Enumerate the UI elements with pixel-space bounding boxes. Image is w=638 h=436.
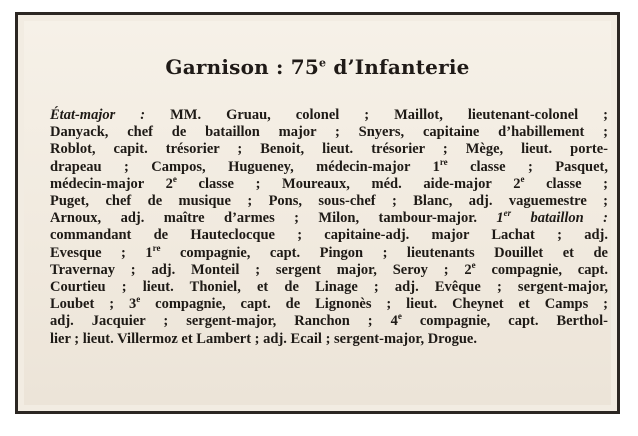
line-text: bataillon : bbox=[511, 210, 608, 227]
newspaper-clipping bbox=[24, 21, 611, 405]
line-text: Travernay ; adj. Monteil ; sergent major, Seroy ; 2 bbox=[50, 261, 472, 278]
line-text: Roblot, capit. trésorier ; Benoit, lieut. trésorier ; Mège, lieut. porte- bbox=[50, 141, 608, 158]
ordinal-sup: re bbox=[152, 242, 161, 253]
ordinal-sup: e bbox=[136, 294, 141, 305]
line-text: MM. Gruau, colonel ; Maillot, lieutenant-colonel ; bbox=[145, 107, 608, 123]
body-line-6 bbox=[50, 193, 608, 210]
body-line-9 bbox=[50, 242, 608, 262]
line-text: adj. Jacquier ; sergent-major, Ranchon ; 4 bbox=[50, 313, 398, 330]
line-text: compagnie, capt. de Lignonès ; lieut. Cheynet et Camps ; bbox=[140, 296, 608, 313]
line-text: Loubet ; 3 bbox=[50, 296, 137, 313]
line-text: Danyack, chef de bataillon major ; Snyers, capitaine d’habillement ; bbox=[50, 124, 608, 141]
body-line-12 bbox=[50, 296, 608, 313]
line-text: Puget, chef de musique ; Pons, sous-chef ; Blanc, adj. vaguemestre ; bbox=[50, 193, 608, 210]
line-text: médecin-major 2 bbox=[50, 175, 173, 192]
article-body bbox=[50, 107, 608, 348]
section-label-bataillon bbox=[496, 210, 608, 226]
body-line-7 bbox=[50, 210, 608, 227]
line-text: classe ; bbox=[524, 175, 609, 192]
article-frame bbox=[15, 12, 620, 414]
line-text: 1 bbox=[496, 210, 504, 227]
line-text: compagnie, capt. Pingon ; lieutenants Douillet et de bbox=[160, 244, 608, 261]
line-text: compagnie, capt. Berthol- bbox=[401, 313, 608, 330]
ordinal-sup: e bbox=[471, 260, 476, 270]
body-line-5 bbox=[50, 173, 609, 193]
line-text: Evesque ; 1 bbox=[50, 244, 153, 261]
body-line-13 bbox=[50, 313, 608, 330]
article-title bbox=[24, 55, 611, 79]
body-line-1 bbox=[50, 107, 608, 124]
ordinal-sup: e bbox=[172, 173, 177, 184]
line-text: drapeau ; Campos, Hugueney, médecin-major 1 bbox=[50, 158, 440, 175]
line-text: commandant de Hauteclocque ; capitaine-adj. major Lachat ; adj. bbox=[50, 227, 608, 244]
line-text: Arnoux, adj. maître d’armes ; Milon, tambour-major. bbox=[50, 210, 497, 227]
section-label-etat-major: État-major : bbox=[50, 107, 146, 123]
title-superscript: e bbox=[319, 56, 327, 70]
ordinal-sup: e bbox=[397, 311, 402, 322]
line-text: compagnie, capt. bbox=[475, 261, 608, 278]
body-line-14 bbox=[50, 331, 608, 348]
ordinal-sup: re bbox=[439, 156, 448, 167]
body-line-2 bbox=[50, 124, 608, 141]
line-text: lier ; lieut. Villermoz et Lambert ; adj. Ecail ; sergent-major, Drogue. bbox=[50, 330, 477, 347]
line-text: Courtieu ; lieut. Thoniel, et de Linage ; adj. Evêque ; sergent-major, bbox=[50, 279, 608, 296]
ordinal-sup: er bbox=[503, 208, 512, 219]
body-line-11 bbox=[50, 279, 608, 296]
line-text: classe ; Moureaux, méd. aide-major 2 bbox=[176, 175, 521, 192]
title-suffix: d’Infanterie bbox=[326, 55, 470, 79]
title-prefix: Garnison : 75 bbox=[165, 55, 320, 79]
body-line-8 bbox=[50, 227, 608, 244]
body-line-10 bbox=[50, 262, 608, 279]
ordinal-sup: e bbox=[520, 173, 525, 184]
body-line-3 bbox=[50, 141, 608, 158]
line-text: classe ; Pasquet, bbox=[447, 158, 608, 175]
